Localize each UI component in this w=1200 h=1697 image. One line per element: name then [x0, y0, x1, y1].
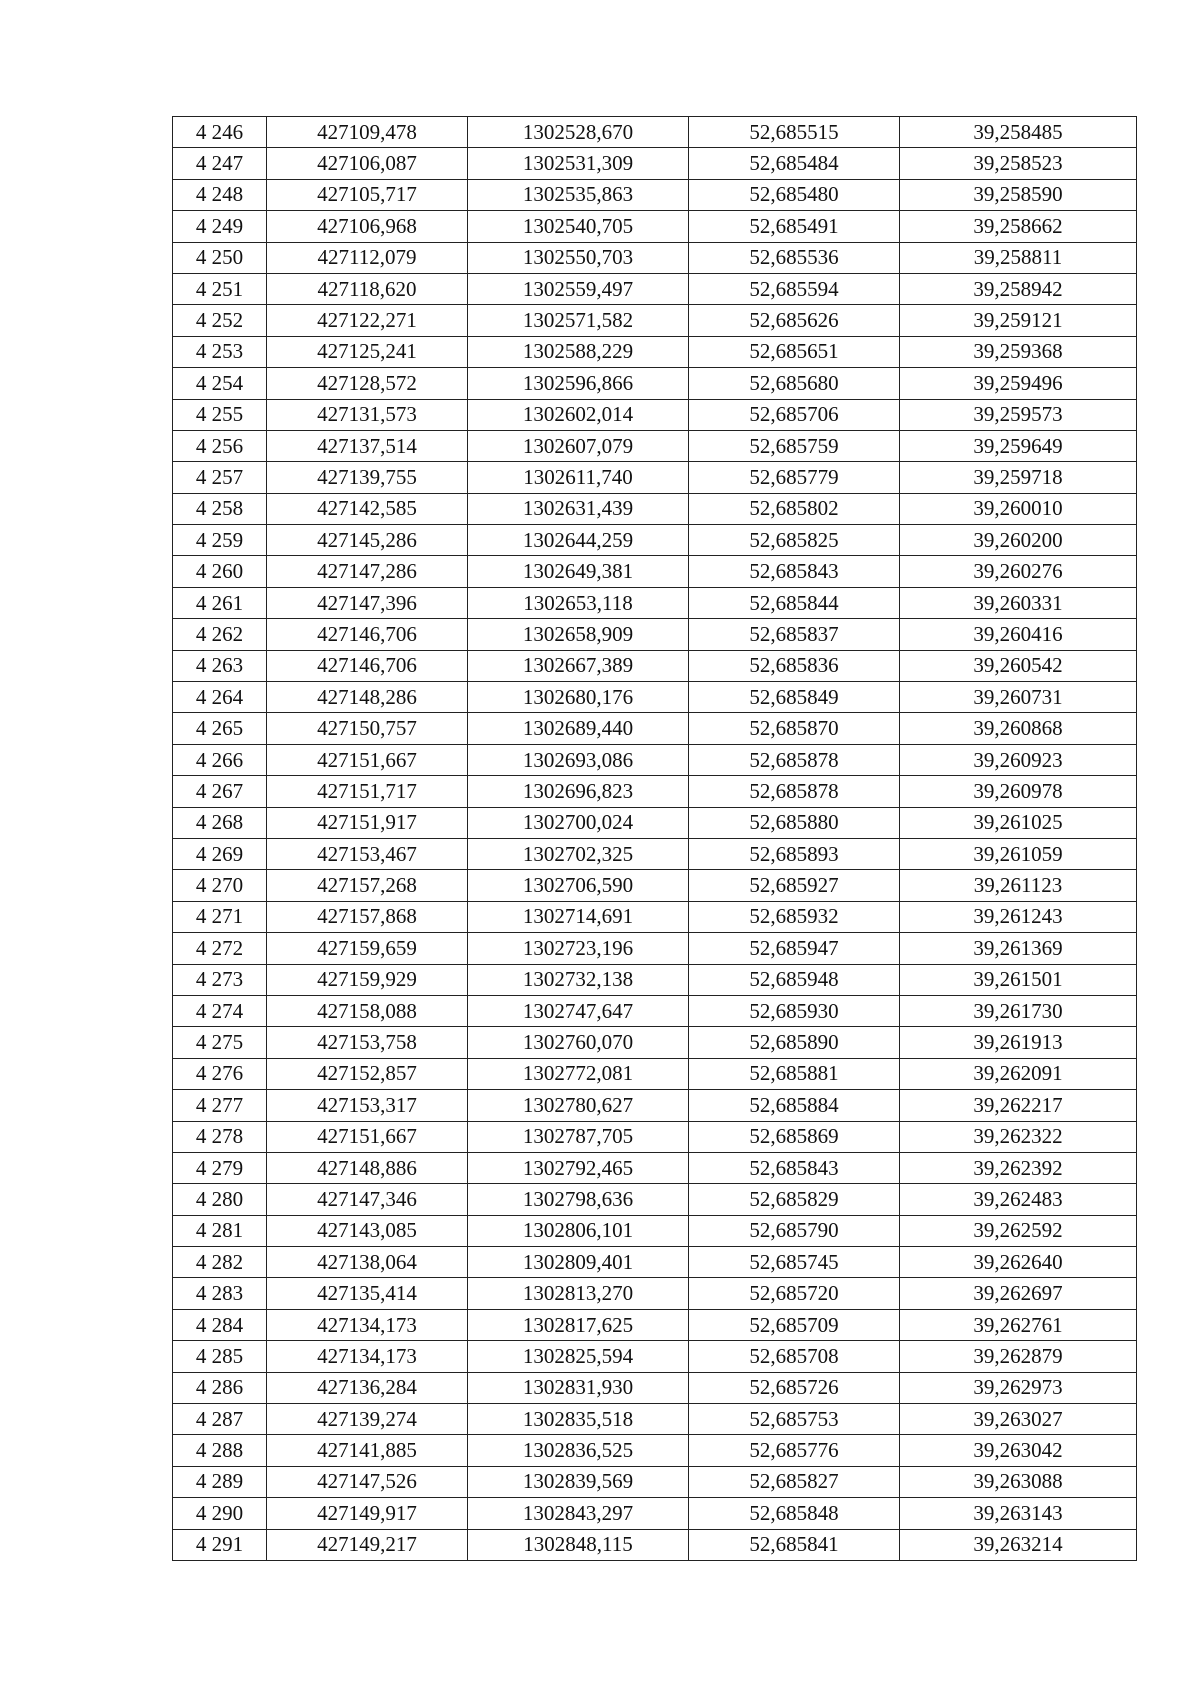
longitude-cell: 39,259718	[900, 462, 1137, 493]
x-coordinate-cell: 427153,317	[267, 1090, 468, 1121]
point-number-cell: 4 267	[173, 776, 267, 807]
point-number-cell: 4 291	[173, 1529, 267, 1560]
table-row	[173, 776, 1137, 807]
longitude-cell: 39,259121	[900, 305, 1137, 336]
latitude-cell: 52,685884	[689, 1090, 900, 1121]
table-row	[173, 995, 1137, 1026]
y-coordinate-cell: 1302540,705	[468, 211, 689, 242]
table-row	[173, 242, 1137, 273]
point-number-cell: 4 274	[173, 995, 267, 1026]
x-coordinate-cell: 427147,526	[267, 1466, 468, 1497]
latitude-cell: 52,685680	[689, 368, 900, 399]
point-number-cell: 4 288	[173, 1435, 267, 1466]
latitude-cell: 52,685843	[689, 556, 900, 587]
point-number-cell: 4 281	[173, 1215, 267, 1246]
point-number-cell: 4 271	[173, 901, 267, 932]
table-row	[173, 1498, 1137, 1529]
point-number-cell: 4 286	[173, 1372, 267, 1403]
x-coordinate-cell: 427153,467	[267, 838, 468, 869]
longitude-cell: 39,260276	[900, 556, 1137, 587]
y-coordinate-cell: 1302658,909	[468, 619, 689, 650]
latitude-cell: 52,685848	[689, 1498, 900, 1529]
latitude-cell: 52,685870	[689, 713, 900, 744]
latitude-cell: 52,685720	[689, 1278, 900, 1309]
table-row	[173, 933, 1137, 964]
x-coordinate-cell: 427141,885	[267, 1435, 468, 1466]
y-coordinate-cell: 1302571,582	[468, 305, 689, 336]
point-number-cell: 4 283	[173, 1278, 267, 1309]
latitude-cell: 52,685484	[689, 148, 900, 179]
table-row	[173, 179, 1137, 210]
latitude-cell: 52,685844	[689, 587, 900, 618]
latitude-cell: 52,685745	[689, 1247, 900, 1278]
table-row	[173, 1404, 1137, 1435]
longitude-cell: 39,260978	[900, 776, 1137, 807]
point-number-cell: 4 280	[173, 1184, 267, 1215]
coordinate-table	[172, 116, 1137, 1561]
table-row	[173, 744, 1137, 775]
table-row	[173, 556, 1137, 587]
y-coordinate-cell: 1302653,118	[468, 587, 689, 618]
longitude-cell: 39,260200	[900, 525, 1137, 556]
table-row	[173, 1435, 1137, 1466]
longitude-cell: 39,260868	[900, 713, 1137, 744]
latitude-cell: 52,685709	[689, 1309, 900, 1340]
longitude-cell: 39,263027	[900, 1404, 1137, 1435]
x-coordinate-cell: 427128,572	[267, 368, 468, 399]
table-row	[173, 619, 1137, 650]
point-number-cell: 4 258	[173, 493, 267, 524]
point-number-cell: 4 273	[173, 964, 267, 995]
point-number-cell: 4 287	[173, 1404, 267, 1435]
y-coordinate-cell: 1302798,636	[468, 1184, 689, 1215]
y-coordinate-cell: 1302843,297	[468, 1498, 689, 1529]
latitude-cell: 52,685837	[689, 619, 900, 650]
y-coordinate-cell: 1302700,024	[468, 807, 689, 838]
longitude-cell: 39,263042	[900, 1435, 1137, 1466]
x-coordinate-cell: 427147,396	[267, 587, 468, 618]
x-coordinate-cell: 427106,968	[267, 211, 468, 242]
point-number-cell: 4 247	[173, 148, 267, 179]
longitude-cell: 39,262483	[900, 1184, 1137, 1215]
table-row	[173, 650, 1137, 681]
y-coordinate-cell: 1302535,863	[468, 179, 689, 210]
point-number-cell: 4 260	[173, 556, 267, 587]
y-coordinate-cell: 1302747,647	[468, 995, 689, 1026]
x-coordinate-cell: 427146,706	[267, 619, 468, 650]
y-coordinate-cell: 1302667,389	[468, 650, 689, 681]
point-number-cell: 4 251	[173, 273, 267, 304]
y-coordinate-cell: 1302528,670	[468, 117, 689, 148]
point-number-cell: 4 250	[173, 242, 267, 273]
x-coordinate-cell: 427109,478	[267, 117, 468, 148]
x-coordinate-cell: 427145,286	[267, 525, 468, 556]
longitude-cell: 39,258485	[900, 117, 1137, 148]
longitude-cell: 39,263088	[900, 1466, 1137, 1497]
longitude-cell: 39,262640	[900, 1247, 1137, 1278]
point-number-cell: 4 261	[173, 587, 267, 618]
latitude-cell: 52,685869	[689, 1121, 900, 1152]
y-coordinate-cell: 1302723,196	[468, 933, 689, 964]
x-coordinate-cell: 427105,717	[267, 179, 468, 210]
longitude-cell: 39,262697	[900, 1278, 1137, 1309]
y-coordinate-cell: 1302693,086	[468, 744, 689, 775]
table-row	[173, 211, 1137, 242]
x-coordinate-cell: 427149,217	[267, 1529, 468, 1560]
y-coordinate-cell: 1302696,823	[468, 776, 689, 807]
longitude-cell: 39,262322	[900, 1121, 1137, 1152]
table-row	[173, 1121, 1137, 1152]
table-row	[173, 1529, 1137, 1560]
y-coordinate-cell: 1302817,625	[468, 1309, 689, 1340]
table-row	[173, 870, 1137, 901]
x-coordinate-cell: 427146,706	[267, 650, 468, 681]
y-coordinate-cell: 1302550,703	[468, 242, 689, 273]
coordinate-table-body	[173, 117, 1137, 1561]
point-number-cell: 4 248	[173, 179, 267, 210]
longitude-cell: 39,258662	[900, 211, 1137, 242]
point-number-cell: 4 252	[173, 305, 267, 336]
longitude-cell: 39,258523	[900, 148, 1137, 179]
x-coordinate-cell: 427135,414	[267, 1278, 468, 1309]
table-row	[173, 399, 1137, 430]
y-coordinate-cell: 1302596,866	[468, 368, 689, 399]
y-coordinate-cell: 1302602,014	[468, 399, 689, 430]
latitude-cell: 52,685708	[689, 1341, 900, 1372]
x-coordinate-cell: 427125,241	[267, 336, 468, 367]
table-row	[173, 493, 1137, 524]
x-coordinate-cell: 427122,271	[267, 305, 468, 336]
y-coordinate-cell: 1302772,081	[468, 1058, 689, 1089]
longitude-cell: 39,263143	[900, 1498, 1137, 1529]
point-number-cell: 4 255	[173, 399, 267, 430]
latitude-cell: 52,685843	[689, 1152, 900, 1183]
table-row	[173, 1215, 1137, 1246]
x-coordinate-cell: 427157,268	[267, 870, 468, 901]
x-coordinate-cell: 427118,620	[267, 273, 468, 304]
latitude-cell: 52,685706	[689, 399, 900, 430]
table-row	[173, 1372, 1137, 1403]
point-number-cell: 4 279	[173, 1152, 267, 1183]
longitude-cell: 39,259368	[900, 336, 1137, 367]
longitude-cell: 39,259573	[900, 399, 1137, 430]
table-row	[173, 838, 1137, 869]
x-coordinate-cell: 427148,286	[267, 682, 468, 713]
x-coordinate-cell: 427151,667	[267, 1121, 468, 1152]
latitude-cell: 52,685726	[689, 1372, 900, 1403]
point-number-cell: 4 265	[173, 713, 267, 744]
longitude-cell: 39,261501	[900, 964, 1137, 995]
longitude-cell: 39,261369	[900, 933, 1137, 964]
latitude-cell: 52,685948	[689, 964, 900, 995]
table-row	[173, 1247, 1137, 1278]
point-number-cell: 4 249	[173, 211, 267, 242]
y-coordinate-cell: 1302792,465	[468, 1152, 689, 1183]
table-row	[173, 1184, 1137, 1215]
point-number-cell: 4 266	[173, 744, 267, 775]
table-row	[173, 273, 1137, 304]
table-row	[173, 1278, 1137, 1309]
x-coordinate-cell: 427159,929	[267, 964, 468, 995]
y-coordinate-cell: 1302680,176	[468, 682, 689, 713]
longitude-cell: 39,262592	[900, 1215, 1137, 1246]
latitude-cell: 52,685779	[689, 462, 900, 493]
longitude-cell: 39,261123	[900, 870, 1137, 901]
longitude-cell: 39,262761	[900, 1309, 1137, 1340]
latitude-cell: 52,685836	[689, 650, 900, 681]
x-coordinate-cell: 427134,173	[267, 1341, 468, 1372]
y-coordinate-cell: 1302714,691	[468, 901, 689, 932]
latitude-cell: 52,685790	[689, 1215, 900, 1246]
y-coordinate-cell: 1302839,569	[468, 1466, 689, 1497]
table-row	[173, 901, 1137, 932]
longitude-cell: 39,260542	[900, 650, 1137, 681]
longitude-cell: 39,261913	[900, 1027, 1137, 1058]
x-coordinate-cell: 427147,286	[267, 556, 468, 587]
x-coordinate-cell: 427149,917	[267, 1498, 468, 1529]
table-row	[173, 368, 1137, 399]
x-coordinate-cell: 427106,087	[267, 148, 468, 179]
y-coordinate-cell: 1302702,325	[468, 838, 689, 869]
y-coordinate-cell: 1302559,497	[468, 273, 689, 304]
longitude-cell: 39,261243	[900, 901, 1137, 932]
table-row	[173, 462, 1137, 493]
point-number-cell: 4 268	[173, 807, 267, 838]
x-coordinate-cell: 427152,857	[267, 1058, 468, 1089]
y-coordinate-cell: 1302760,070	[468, 1027, 689, 1058]
y-coordinate-cell: 1302806,101	[468, 1215, 689, 1246]
point-number-cell: 4 276	[173, 1058, 267, 1089]
y-coordinate-cell: 1302611,740	[468, 462, 689, 493]
point-number-cell: 4 284	[173, 1309, 267, 1340]
latitude-cell: 52,685491	[689, 211, 900, 242]
longitude-cell: 39,260923	[900, 744, 1137, 775]
table-row	[173, 713, 1137, 744]
longitude-cell: 39,259649	[900, 430, 1137, 461]
latitude-cell: 52,685947	[689, 933, 900, 964]
y-coordinate-cell: 1302780,627	[468, 1090, 689, 1121]
x-coordinate-cell: 427139,274	[267, 1404, 468, 1435]
table-row	[173, 587, 1137, 618]
longitude-cell: 39,260010	[900, 493, 1137, 524]
table-row	[173, 682, 1137, 713]
longitude-cell: 39,258942	[900, 273, 1137, 304]
longitude-cell: 39,263214	[900, 1529, 1137, 1560]
y-coordinate-cell: 1302631,439	[468, 493, 689, 524]
point-number-cell: 4 275	[173, 1027, 267, 1058]
latitude-cell: 52,685829	[689, 1184, 900, 1215]
latitude-cell: 52,685776	[689, 1435, 900, 1466]
point-number-cell: 4 278	[173, 1121, 267, 1152]
latitude-cell: 52,685841	[689, 1529, 900, 1560]
y-coordinate-cell: 1302588,229	[468, 336, 689, 367]
x-coordinate-cell: 427157,868	[267, 901, 468, 932]
y-coordinate-cell: 1302831,930	[468, 1372, 689, 1403]
table-row	[173, 525, 1137, 556]
point-number-cell: 4 269	[173, 838, 267, 869]
point-number-cell: 4 246	[173, 117, 267, 148]
longitude-cell: 39,260331	[900, 587, 1137, 618]
x-coordinate-cell: 427151,917	[267, 807, 468, 838]
point-number-cell: 4 289	[173, 1466, 267, 1497]
longitude-cell: 39,262091	[900, 1058, 1137, 1089]
longitude-cell: 39,258590	[900, 179, 1137, 210]
longitude-cell: 39,262217	[900, 1090, 1137, 1121]
longitude-cell: 39,262879	[900, 1341, 1137, 1372]
latitude-cell: 52,685880	[689, 807, 900, 838]
x-coordinate-cell: 427151,667	[267, 744, 468, 775]
latitude-cell: 52,685651	[689, 336, 900, 367]
y-coordinate-cell: 1302689,440	[468, 713, 689, 744]
latitude-cell: 52,685849	[689, 682, 900, 713]
point-number-cell: 4 259	[173, 525, 267, 556]
longitude-cell: 39,260416	[900, 619, 1137, 650]
latitude-cell: 52,685480	[689, 179, 900, 210]
x-coordinate-cell: 427148,886	[267, 1152, 468, 1183]
table-row	[173, 117, 1137, 148]
x-coordinate-cell: 427142,585	[267, 493, 468, 524]
latitude-cell: 52,685753	[689, 1404, 900, 1435]
longitude-cell: 39,258811	[900, 242, 1137, 273]
latitude-cell: 52,685759	[689, 430, 900, 461]
latitude-cell: 52,685536	[689, 242, 900, 273]
y-coordinate-cell: 1302835,518	[468, 1404, 689, 1435]
x-coordinate-cell: 427158,088	[267, 995, 468, 1026]
x-coordinate-cell: 427147,346	[267, 1184, 468, 1215]
longitude-cell: 39,262392	[900, 1152, 1137, 1183]
point-number-cell: 4 290	[173, 1498, 267, 1529]
point-number-cell: 4 262	[173, 619, 267, 650]
x-coordinate-cell: 427159,659	[267, 933, 468, 964]
latitude-cell: 52,685932	[689, 901, 900, 932]
table-row	[173, 336, 1137, 367]
table-row	[173, 1058, 1137, 1089]
table-row	[173, 807, 1137, 838]
point-number-cell: 4 257	[173, 462, 267, 493]
latitude-cell: 52,685515	[689, 117, 900, 148]
table-row	[173, 964, 1137, 995]
table-row	[173, 148, 1137, 179]
table-row	[173, 1341, 1137, 1372]
point-number-cell: 4 282	[173, 1247, 267, 1278]
table-row	[173, 1466, 1137, 1497]
point-number-cell: 4 272	[173, 933, 267, 964]
x-coordinate-cell: 427143,085	[267, 1215, 468, 1246]
table-row	[173, 1090, 1137, 1121]
x-coordinate-cell: 427137,514	[267, 430, 468, 461]
latitude-cell: 52,685890	[689, 1027, 900, 1058]
y-coordinate-cell: 1302732,138	[468, 964, 689, 995]
longitude-cell: 39,260731	[900, 682, 1137, 713]
y-coordinate-cell: 1302809,401	[468, 1247, 689, 1278]
x-coordinate-cell: 427136,284	[267, 1372, 468, 1403]
latitude-cell: 52,685825	[689, 525, 900, 556]
point-number-cell: 4 256	[173, 430, 267, 461]
point-number-cell: 4 264	[173, 682, 267, 713]
latitude-cell: 52,685626	[689, 305, 900, 336]
y-coordinate-cell: 1302649,381	[468, 556, 689, 587]
point-number-cell: 4 270	[173, 870, 267, 901]
y-coordinate-cell: 1302706,590	[468, 870, 689, 901]
latitude-cell: 52,685802	[689, 493, 900, 524]
x-coordinate-cell: 427153,758	[267, 1027, 468, 1058]
longitude-cell: 39,261059	[900, 838, 1137, 869]
y-coordinate-cell: 1302848,115	[468, 1529, 689, 1560]
latitude-cell: 52,685878	[689, 744, 900, 775]
point-number-cell: 4 253	[173, 336, 267, 367]
x-coordinate-cell: 427151,717	[267, 776, 468, 807]
y-coordinate-cell: 1302787,705	[468, 1121, 689, 1152]
longitude-cell: 39,261730	[900, 995, 1137, 1026]
point-number-cell: 4 277	[173, 1090, 267, 1121]
y-coordinate-cell: 1302531,309	[468, 148, 689, 179]
table-row	[173, 430, 1137, 461]
point-number-cell: 4 285	[173, 1341, 267, 1372]
x-coordinate-cell: 427112,079	[267, 242, 468, 273]
latitude-cell: 52,685881	[689, 1058, 900, 1089]
y-coordinate-cell: 1302644,259	[468, 525, 689, 556]
point-number-cell: 4 263	[173, 650, 267, 681]
x-coordinate-cell: 427131,573	[267, 399, 468, 430]
table-row	[173, 1152, 1137, 1183]
table-row	[173, 1027, 1137, 1058]
longitude-cell: 39,259496	[900, 368, 1137, 399]
x-coordinate-cell: 427134,173	[267, 1309, 468, 1340]
latitude-cell: 52,685927	[689, 870, 900, 901]
y-coordinate-cell: 1302825,594	[468, 1341, 689, 1372]
table-row	[173, 1309, 1137, 1340]
point-number-cell: 4 254	[173, 368, 267, 399]
y-coordinate-cell: 1302836,525	[468, 1435, 689, 1466]
latitude-cell: 52,685594	[689, 273, 900, 304]
y-coordinate-cell: 1302607,079	[468, 430, 689, 461]
x-coordinate-cell: 427138,064	[267, 1247, 468, 1278]
longitude-cell: 39,262973	[900, 1372, 1137, 1403]
latitude-cell: 52,685893	[689, 838, 900, 869]
table-row	[173, 305, 1137, 336]
x-coordinate-cell: 427150,757	[267, 713, 468, 744]
latitude-cell: 52,685930	[689, 995, 900, 1026]
latitude-cell: 52,685878	[689, 776, 900, 807]
y-coordinate-cell: 1302813,270	[468, 1278, 689, 1309]
longitude-cell: 39,261025	[900, 807, 1137, 838]
x-coordinate-cell: 427139,755	[267, 462, 468, 493]
latitude-cell: 52,685827	[689, 1466, 900, 1497]
